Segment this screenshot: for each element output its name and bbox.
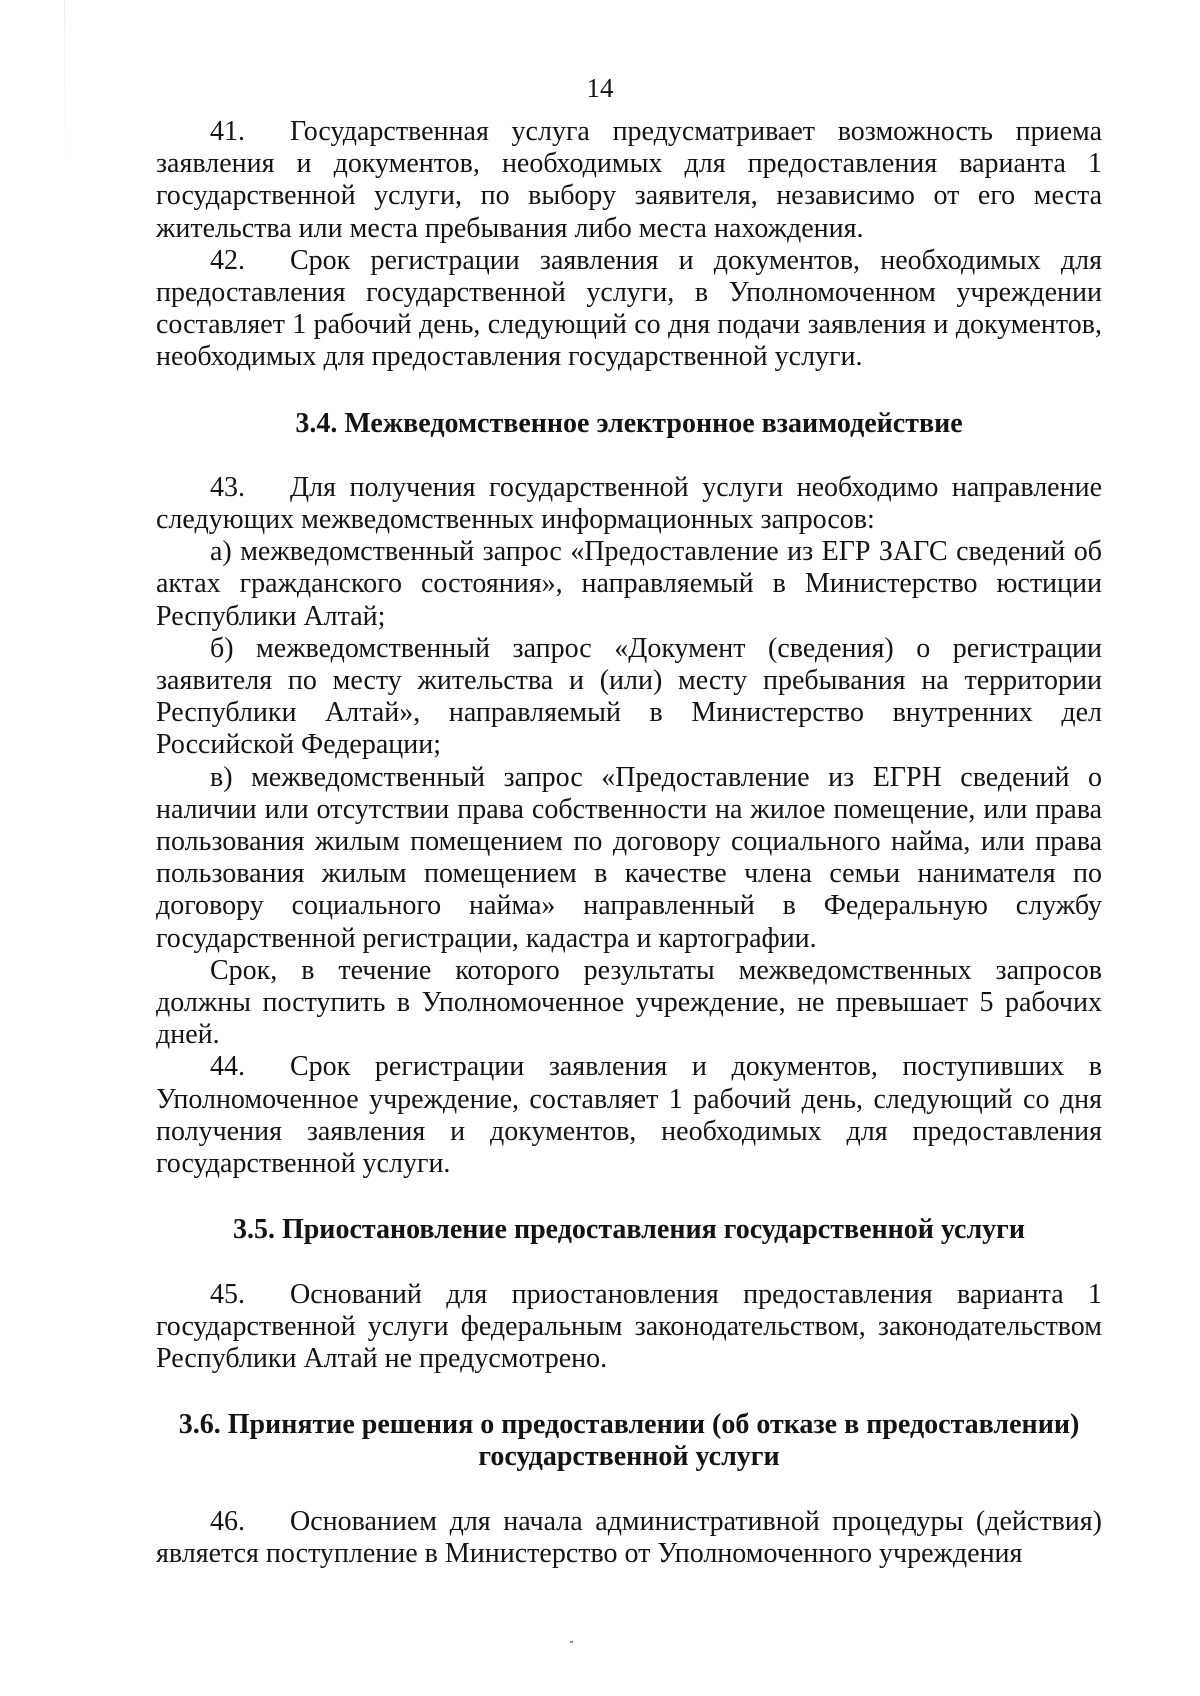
page-number: 14 xyxy=(586,73,614,103)
section-3-4-heading: 3.4. Межведомственное электронное взаимодействие xyxy=(295,407,963,439)
paragraph-text: Оснований для приостановления предоставления варианта 1 государственной услуги федеральным законодательством, законодательством Республики Алтай не предусмотрено. xyxy=(156,1278,1102,1374)
paragraph-46 xyxy=(156,1506,1102,1570)
paragraph-text: Государственная услуга предусматривает возможность приема заявления и документов, необходимых для предоставления варианта 1 государственной услуги, по выбору заявителя, независимо от его места жительства или места пребывания либо места нахождения. xyxy=(156,116,1102,244)
term-paragraph: Срок, в течение которого результаты межведомственных запросов должны поступить в Уполномоченное учреждение, не превышает 5 рабочих дней. xyxy=(156,954,1102,1051)
paragraph-number: 42. xyxy=(210,244,245,276)
paragraph-text: Для получения государственной услуги необходимо направление следующих межведомственных информационных запросов: xyxy=(156,471,1102,536)
paragraph-number: 46. xyxy=(210,1505,245,1537)
paragraph-43 xyxy=(156,472,1102,536)
paragraph-text: Срок регистрации заявления и документов, поступивших в Уполномоченное учреждение, составляет 1 рабочий день, следующий со дня получения заявления и документов, необходимых для предоставления государственной услуги. xyxy=(156,1051,1102,1180)
paragraph-number: 43. xyxy=(210,471,245,503)
paragraph-44 xyxy=(156,1051,1102,1180)
document-body xyxy=(156,116,1102,1570)
paragraph-45 xyxy=(156,1279,1102,1376)
paragraph-41 xyxy=(156,116,1102,245)
paragraph-text: Основанием для начала административной процедуры (действия) является поступление в Министерство от Уполномоченного учреждения xyxy=(156,1505,1102,1569)
list-item-b: б) межведомственный запрос «Документ (сведения) о регистрации заявителя по месту жительства и (или) месту пребывания на территории Республики Алтай», направляемый в Министерство внутренних дел Российской Федерации; xyxy=(156,632,1102,761)
section-3-6-heading xyxy=(156,1409,1102,1473)
list-item-v: в) межведомственный запрос «Предоставление из ЕГРН сведений о наличии или отсутствии права собственности на жилое помещение, или права пользования жилым помещением по договору социального найма, или права пользования жилым помещением в качестве члена семьи нанимателя по договору социального найма» направленный в Федеральную службу государственной регистрации, кадастра и картографии. xyxy=(156,761,1102,954)
paragraph-42 xyxy=(156,245,1102,374)
paragraph-number: 44. xyxy=(210,1051,245,1083)
paragraph-number: 45. xyxy=(210,1278,245,1310)
section-3-6-heading-line-2: государственной услуги xyxy=(478,1441,780,1473)
list-item-a: а) межведомственный запрос «Предоставление из ЕГР ЗАГС сведений об актах гражданского состояния», направляемый в Министерство юстиции Республики Алтай; xyxy=(156,536,1102,632)
section-3-5-heading: 3.5. Приостановление предоставления государственной услуги xyxy=(232,1214,1026,1246)
paragraph-number: 41. xyxy=(210,116,245,147)
scan-speck xyxy=(570,1641,573,1643)
paragraph-text: Срок регистрации заявления и документов, необходимых для предоставления государственной услуги, в Уполномоченном учреждении составляет 1 рабочий день, следующий со дня подачи заявления и документов, необходимых для предоставления государственной услуги. xyxy=(156,244,1102,373)
section-3-6-heading-line-1: 3.6. Принятие решения о предоставлении (об отказе в предоставлении) xyxy=(178,1409,1080,1441)
